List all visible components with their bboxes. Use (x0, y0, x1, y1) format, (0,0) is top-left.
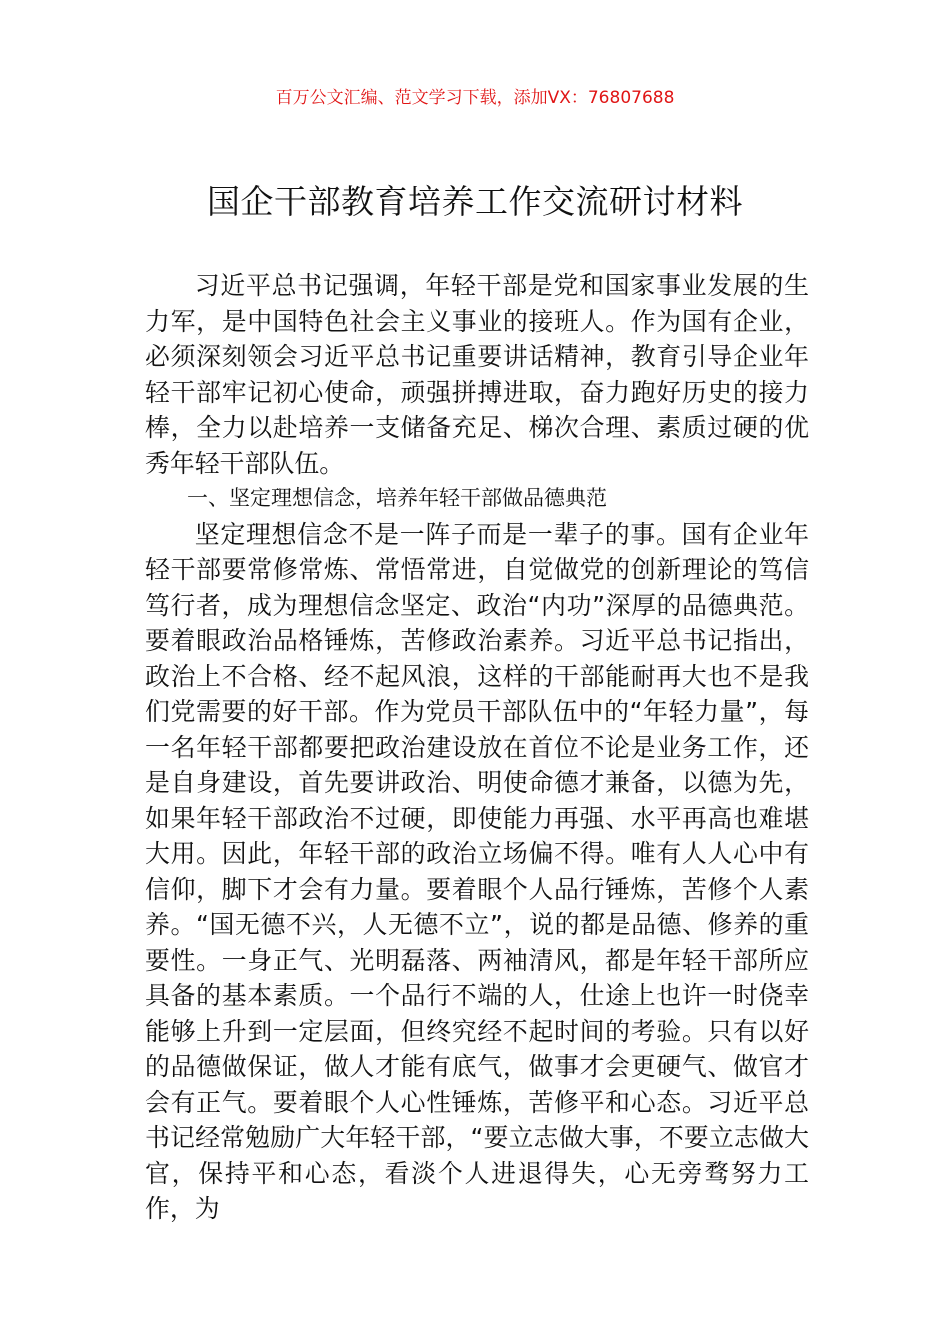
document-title: 国企干部教育培养工作交流研讨材料 (207, 182, 743, 221)
watermark-header-note: 百万公文汇编、范文学习下载，添加VX：76807688 (275, 88, 675, 108)
body-paragraph: 坚定理想信念不是一阵子而是一辈子的事。国有企业年轻干部要常修常炼、常悟常进，自觉做党的创新理论的笃信笃行者，成为理想信念坚定、政治“内功”深厚的品德典范。要着眼政治品格锤炼，苦修政治素养。习近平总书记指出，政治上不合格、经不起风浪，这样的干部能耐再大也不是我们党需要的好干部。作为党员干部队伍中的“年轻力量”，每一名年轻干部都要把政治建设放在首位不论是业务工作，还是自身建设，首先要讲政治、明使命德才兼备，以德为先，如果年轻干部政治不过硬，即使能力再强、水平再高也难堪大用。因此，年轻干部的政治立场偏不得。唯有人人心中有信仰，脚下才会有力量。要着眼个人品行锤炼，苦修个人素养。“国无德不兴，人无德不立”，说的都是品德、修养的重要性。一身正气、光明磊落、两袖清风，都是年轻干部所应具备的基本素质。一个品行不端的人，仕途上也许一时侥幸能够上升到一定层面，但终究经不起时间的考验。只有以好的品德做保证，做人才能有底气，做事才会更硬气、做官才会有正气。要着眼个人心性锤炼，苦修平和心态。习近平总书记经常勉励广大年轻干部，“要立志做大事，不要立志做大官，保持平和心态，看淡个人进退得失，心无旁骛努力工作，为 (145, 519, 809, 1223)
document-body (145, 268, 809, 1227)
intro-paragraph: 习近平总书记强调，年轻干部是党和国家事业发展的生力军，是中国特色社会主义事业的接班人。作为国有企业，必须深刻领会习近平总书记重要讲话精神，教育引导企业年轻干部牢记初心使命，顽强拼搏进取，奋力跑好历史的接力棒，全力以赴培养一支储备充足、梯次合理、素质过硬的优秀年轻干部队伍。 (145, 271, 809, 478)
section-heading: 一、坚定理想信念，培养年轻干部做品德典范 (187, 486, 607, 510)
